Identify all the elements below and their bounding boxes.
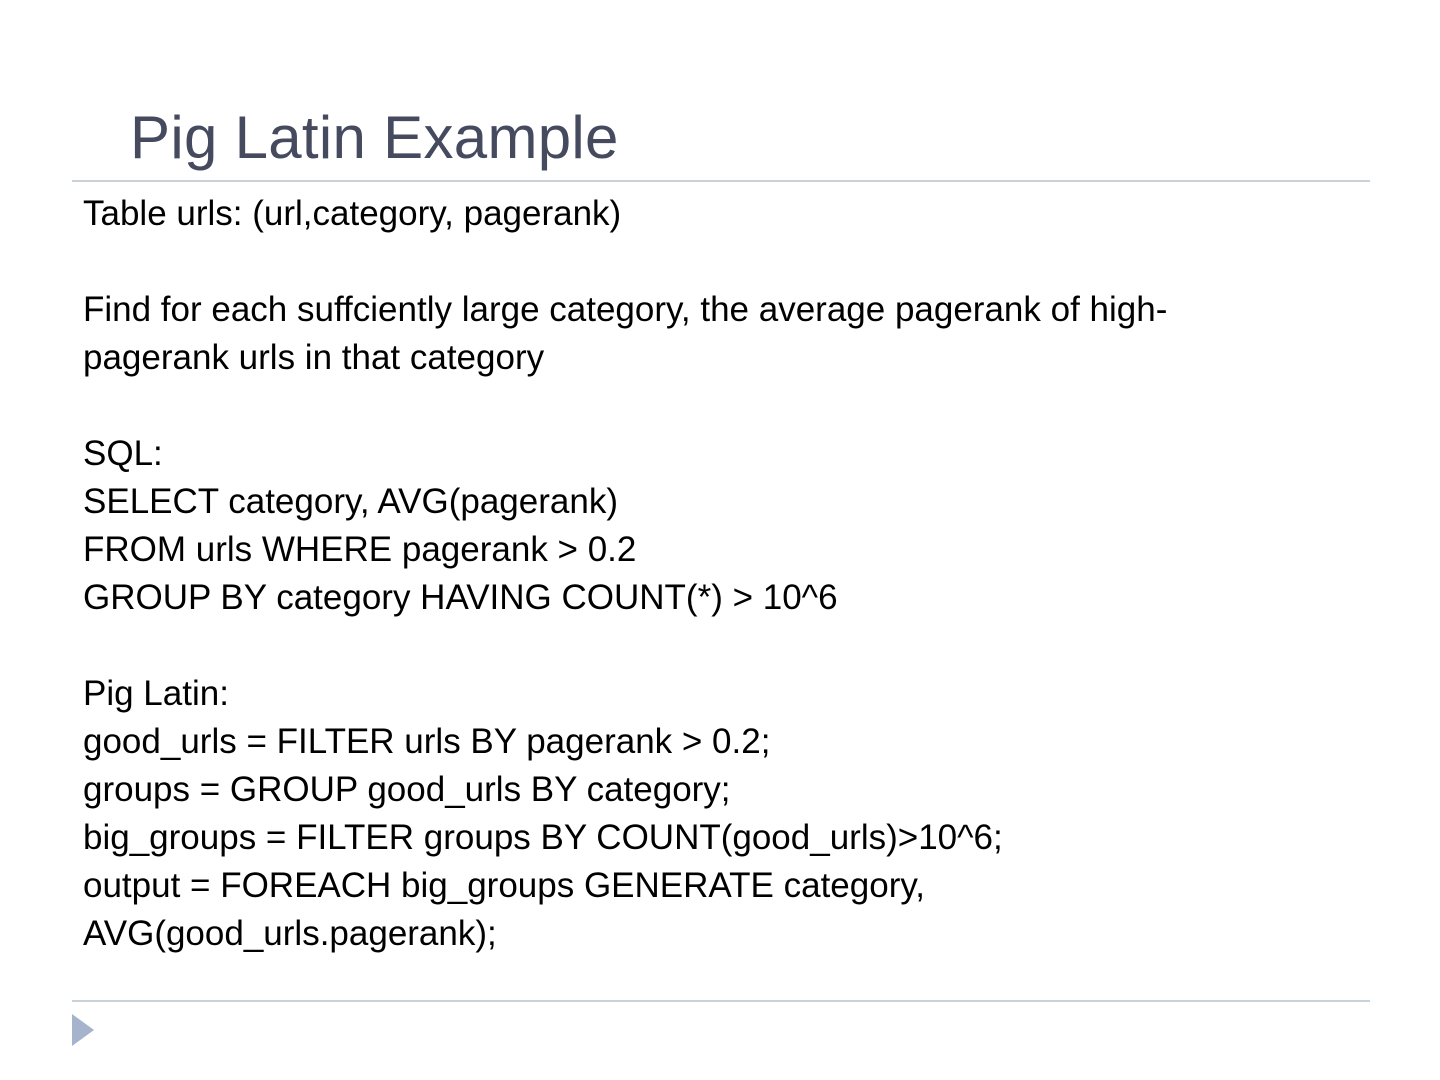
sql-line: GROUP BY category HAVING COUNT(*) > 10^6 [83,578,838,617]
pig-latin-line: output = FOREACH big_groups GENERATE category, [83,866,925,905]
pig-latin-line: big_groups = FILTER groups BY COUNT(good_urls)>10^6; [83,818,1003,857]
sql-line: FROM urls WHERE pagerank > 0.2 [83,530,637,569]
task-description-line-1: Find for each suffciently large category, the average pagerank of high- [83,290,1168,329]
play-triangle-icon[interactable] [72,1014,94,1046]
blank-line [83,622,1323,670]
slide-body [83,190,1323,958]
blank-line [83,382,1323,430]
task-description-line-2: pagerank urls in that category [83,338,545,377]
play-triangle-shape [72,1014,94,1046]
footer-divider [72,1000,1370,1002]
title-divider [72,180,1370,182]
pig-latin-line: groups = GROUP good_urls BY category; [83,770,731,809]
pig-latin-line: AVG(good_urls.pagerank); [83,914,497,953]
pig-latin-line: good_urls = FILTER urls BY pagerank > 0.2; [83,722,771,761]
slide-title: Pig Latin Example [130,104,619,171]
pig-latin-label: Pig Latin: [83,674,229,713]
blank-line [83,238,1323,286]
sql-line: SELECT category, AVG(pagerank) [83,482,618,521]
table-definition: Table urls: (url,category, pagerank) [83,194,622,233]
sql-label: SQL: [83,434,163,473]
